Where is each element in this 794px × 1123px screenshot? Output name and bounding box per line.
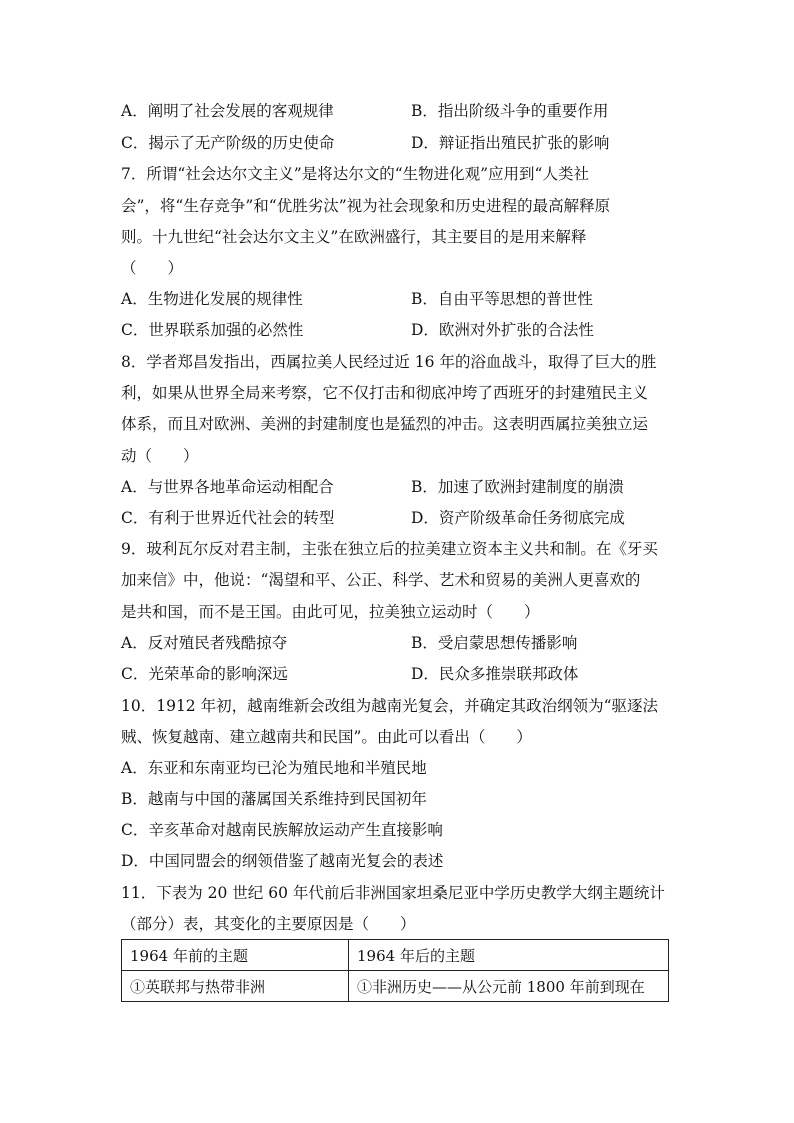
q9-option-b: B．受启蒙思想传播影响 [411, 634, 578, 652]
q10-option-a: A．东亚和东南亚均已沦为殖民地和半殖民地 [121, 759, 427, 777]
q7-option-c: C．世界联系加强的必然性 [121, 321, 304, 339]
q9-stem-line-2: 加来信》中，他说：“渴望和平、公正、科学、艺术和贸易的美洲人更喜欢的 [121, 571, 641, 589]
q9-option-d: D．民众多推崇联邦政体 [411, 665, 579, 683]
q11-stem-line-1: 11．下表为 20 世纪 60 年代前后非洲国家坦桑尼亚中学历史教学大纲主题统计 [121, 884, 665, 902]
table-header-after-1964: 1964 年后的主题 [349, 940, 669, 971]
q8-stem-line-4: 动（ ） [121, 447, 199, 465]
q11-stem-line-2: （部分）表，其变化的主要原因是（ ） [121, 915, 416, 933]
q8-stem-line-3: 体系，而且对欧洲、美洲的封建制度也是猛烈的冲击。这表明西属拉美独立运 [121, 415, 649, 433]
q9-stem-line-3: 是共和国，而不是王国。由此可见，拉美独立运动时（ ） [121, 603, 540, 621]
table-cell: ①非洲历史——从公元前 1800 年前到现在 [349, 971, 669, 1002]
table-header-before-1964: 1964 年前的主题 [122, 940, 349, 971]
q9-stem-line-1: 9．玻利瓦尔反对君主制，主张在独立后的拉美建立资本主义共和制。在《牙买 [121, 540, 658, 558]
q8-option-c: C．有利于世界近代社会的转型 [121, 509, 335, 527]
q11-table [121, 939, 669, 1002]
q10-stem-line-2: 贼、恢复越南、建立越南共和民国”。由此可以看出（ ） [121, 728, 532, 746]
q9-option-c: C．光荣革命的影响深远 [121, 665, 288, 683]
q7-option-a: A．生物进化发展的规律性 [121, 290, 303, 308]
q10-option-c: C．辛亥革命对越南民族解放运动产生直接影响 [121, 821, 443, 839]
table-row [122, 971, 669, 1002]
q7-stem-line-2: 会”，将“生存竞争”和“优胜劣汰”视为社会现象和历史进程的最高解释原 [121, 197, 611, 215]
q7-stem-line-4: （ ） [121, 259, 184, 277]
q10-option-b: B．越南与中国的藩属国关系维持到民国初年 [121, 790, 427, 808]
table-header-row [122, 940, 669, 971]
q8-option-b: B．加速了欧洲封建制度的崩溃 [411, 478, 624, 496]
q8-stem-line-1: 8．学者郑昌发指出，西属拉美人民经过近 16 年的浴血战斗，取得了巨大的胜 [121, 353, 657, 371]
q6-option-a: A．阐明了社会发展的客观规律 [121, 102, 334, 120]
q8-option-d: D．资产阶级革命任务彻底完成 [411, 509, 625, 527]
q6-option-d: D．辩证指出殖民扩张的影响 [411, 134, 610, 152]
q7-option-d: D．欧洲对外扩张的合法性 [411, 321, 594, 339]
table-cell: ①英联邦与热带非洲 [122, 971, 349, 1002]
q6-option-c: C．揭示了无产阶级的历史使命 [121, 134, 335, 152]
q10-stem-line-1: 10．1912 年初，越南维新会改组为越南光复会，并确定其政治纲领为“驱逐法 [121, 697, 659, 715]
q9-option-a: A．反对殖民者残酷掠夺 [121, 634, 288, 652]
q7-stem-line-1: 7．所谓“社会达尔文主义”是将达尔文的“生物进化观”应用到“人类社 [121, 165, 589, 183]
q7-option-b: B．自由平等思想的普世性 [411, 290, 593, 308]
q10-option-d: D．中国同盟会的纲领借鉴了越南光复会的表述 [121, 852, 444, 870]
q6-option-b: B．指出阶级斗争的重要作用 [411, 102, 609, 120]
q8-option-a: A．与世界各地革命运动相配合 [121, 478, 334, 496]
q7-stem-line-3: 则。十九世纪“社会达尔文主义”在欧洲盛行，其主要目的是用来解释 [121, 228, 587, 246]
q8-stem-line-2: 利，如果从世界全局来考察，它不仅打击和彻底冲垮了西班牙的封建殖民主义 [121, 384, 649, 402]
